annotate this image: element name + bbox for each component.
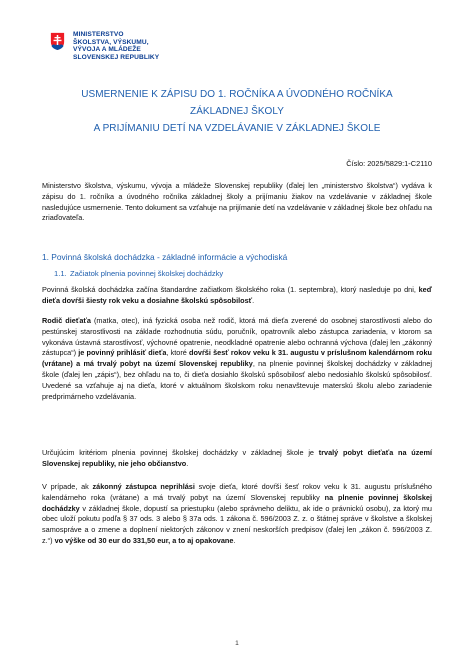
p2-text-e: dovŕši šesť rokov veku k 31. augustu v príslušnom kalendárnom roku (vrátane) a má trvalý pobyt na území Slovenskej republiky <box>42 348 433 369</box>
p3-text-a: Určujúcim kritériom plnenia povinnej školskej dochádzky v základnej škole je <box>42 448 319 457</box>
p4-text-b: zákonný zástupca neprihlási <box>92 482 195 491</box>
p1-text-c: . <box>252 295 255 305</box>
paragraph-2 <box>42 316 432 402</box>
ministry-logo <box>50 31 159 61</box>
document-title <box>40 86 434 137</box>
intro-paragraph <box>42 181 432 224</box>
paragraph-4 <box>42 482 432 547</box>
section-1-1-title: Začiatok plnenia povinnej školskej dochádzky <box>70 269 224 278</box>
paragraph-3 <box>42 448 432 470</box>
p4-text-c: svoje dieťa, ktoré dovŕši šesť rokov veku k 31. augustu príslušného kalendárneho roka (vrátane) a má trvalý pobyt na území Slovenskej republiky <box>42 482 432 502</box>
section-1-1-heading <box>54 269 223 278</box>
ministry-line-1: MINISTERSTVO <box>73 31 124 38</box>
p2-text-a: Rodič dieťaťa <box>42 316 91 325</box>
page-number: 1 <box>235 640 239 647</box>
p1-text-b: keď dieťa dovŕši šiesty rok veku a dosiahne školskú spôsobilosť <box>42 285 432 305</box>
p2-text-c: je povinný prihlásiť dieťa <box>78 348 167 358</box>
p2-text-b: (matka, otec), iná fyzická osoba než rodič, ktorá má dieťa zverené do osobnej starostlivosti alebo do pestúnskej starostlivosti na základe rozhodnutia súdu, poručník, opatrovník alebo zástupca zariadenia, v ktorom sa vykonáva ústavná starostlivosť, výchovné opatrenie, neodkladné opatrenie alebo ochranná výchova (ďalej len „zákonný zástupca“) <box>42 316 433 358</box>
p4-text-d: na plnenie povinnej školskej dochádzky <box>42 492 432 513</box>
section-1-heading: 1. Povinná školská dochádzka - základné informácie a východiská <box>42 252 288 262</box>
p4-text-e: v základnej škole, dopustí sa priestupku (alebo správneho deliktu, ak ide o právnickú osobu), za ktorý mu obec uloží pokutu podľa § 37 ods. 3 alebo § 37a ods. 1 zákona č. 596/2003 Z. z. o štátnej správe v školstve a školskej samospráve a o zmene a doplnení niektorých zákonov v znení neskorších predpisov (ďalej len „zákon č. 596/2003 Z. z.“) <box>42 503 432 545</box>
p3-text-c: . <box>186 458 189 468</box>
reference-number: Číslo: 2025/5829:1-C2110 <box>346 159 432 168</box>
p4-text-a: V prípade, ak <box>42 482 93 491</box>
p2-text-d: , ktoré <box>166 348 189 358</box>
p1-text-a: Povinná školská dochádzka začína štandardne začiatkom školského roka (1. septembra), ktorý nasleduje po dni, <box>42 285 419 294</box>
ministry-line-3: VÝVOJA A MLÁDEŽE <box>73 46 141 54</box>
intro-text: Ministerstvo školstva, výskumu, vývoja a mládeže Slovenskej republiky (ďalej len „ministerstvo školstva“) vydáva k zápisu do 1. ročníka a úvodného ročníka základnej školy a prijímaniu žiakov na vzdelávanie v základnej škole nasledujúce usmernenie. Tento dokument sa vzťahuje na prijímanie detí na vzdelávanie v základnej škole bez ohľadu na zriaďovateľa. <box>42 181 432 223</box>
title-line-1: USMERNENIE K ZÁPISU DO 1. ROČNÍKA A ÚVODNÉHO ROČNÍKA <box>81 89 393 100</box>
paragraph-1 <box>42 285 432 307</box>
p4-text-f: vo výške od 30 eur do 331,50 eur, a to aj opakovane <box>54 535 234 545</box>
slovak-coat-of-arms-icon <box>50 32 65 51</box>
p2-text-f: , na plnenie povinnej školskej dochádzky v základnej škole (ďalej len „zápis“), bez ohľadu na to, či dieťa dosiahlo školskú spôsobilosť alebo nedosiahlo školskú spôsobilosť. Uvedené sa vzťahuje aj na dieťa, ktoré v aktuálnom školskom roku nenavštevuje materskú školu alebo zariadenie predprimárneho vzdelávania. <box>42 359 432 401</box>
title-line-3: A PRIJÍMANIU DETÍ NA VZDELÁVANIE V ZÁKLADNEJ ŠKOLE <box>93 123 381 134</box>
ministry-name <box>73 31 159 61</box>
section-1-1-number: 1.1. <box>54 269 67 278</box>
ministry-line-2: ŠKOLSTVA, VÝSKUMU, <box>73 38 149 46</box>
p3-text-b: trvalý pobyt dieťaťa na území Slovenskej republiky, nie jeho občianstvo <box>42 448 432 468</box>
p4-text-g: . <box>233 535 236 545</box>
ministry-line-4: SLOVENSKEJ REPUBLIKY <box>73 53 160 61</box>
title-line-2: ZÁKLADNEJ ŠKOLY <box>190 106 284 117</box>
